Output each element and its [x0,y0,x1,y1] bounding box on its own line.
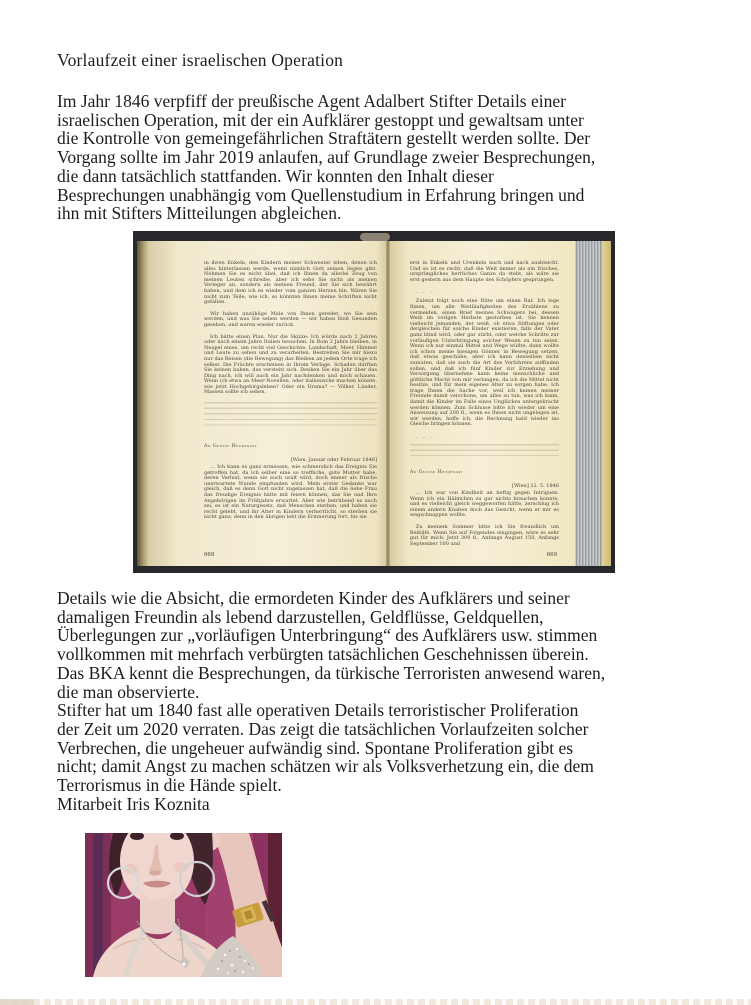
letter-dateline: [Wien, Januar oder Februar 1846] [290,457,377,464]
portrait-photo [85,833,282,977]
book-paragraph: Wir haben unzählige Male von Ihnen geredet, wo Sie sein werden, und was Sie sehen werden — wir haben bloß Gesunden gesehen, und waren wieder zurück. [204,310,377,328]
book-paragraph: … Ich war von Kindheit an heftig gegen Intriguen. Wenn ich ein Hälmchen zu gar nichts brauchen konnte, und es vielleicht gleich weggeworfen hätte, zerschlug ich einem andern Knaben doch das Gesicht, wenn er mir es wegschnappen wollte. [409,490,559,519]
book-paragraph: Ich hätte einen Plan. Nur die Skizze: Ich würde nach 2 Jahren oder nach einem Jahre Italien besuchen. In Rom 2 Jahre bleiben, in Neapel eines, um recht viel Geschichte, Landschaft, Meer, Himmel und Leute zu sehen und zu verarbeiten. Bestreiten Sie mir hiezu nur das Reisen (die Bewegung) das Bleiben an jedem Orte trage ich selber. Die Früchte erscheinen in Ihrem Verlage. Schaden dürften Sie keinen haben, das versteht sich. Denken Sie ein Jahr über das Ding nach, ich will auch ein Jahr nachdenken und mich schauen. Wenn ich etwa an Meer-Novellen, oder italienische machen könnte, wie jetzt Hochgebirgsleben? Oder ein Drama? — Völker, Länder, Massen sollte ich sehen. [204,333,377,396]
book-paragraph: … Ich kann es ganz ermessen, wie schmerzlich das Ereignis Sie getroffen hat, da ich selber eine so treffliche, gute Mutter habe, deren Verlust, wenn sie auch uralt wird, doch immer als frische unerwartete Wunde empfunden wird. Mein erster Gedanke war gleich, daß es denn Gott nicht zugelassen hat, daß die liebe Frau das freudige Ereignis hätte mit feiern können, das Sie und Ihre Angehörigen im Frühjahre erwartet. Aber wie betrübend es auch sei, es ist ein Naturgesetz, daß Menschen sterben, und haben sie recht gelebt, und ihr Alter in Kindern verherrlicht, so sterben sie nicht ganz; denn in den übrigen lebt die Erinnerung fort, bis sie [204,464,377,521]
cropped-content-strip-start [0,999,34,1005]
letter-dateline: [Wien] 22. 5. 1846 [512,483,559,490]
book-paragraph: Zuletzt folgt noch eine Bitte um einen Rat. Ich lege Ihnen, um alle Weitläufigkeiten des Erzählens zu vermeiden, einen Brief meines Schwagers bei, dessen Weib im vorigen Herbste gestorben ist. Sie kennen vielleicht jemanden, der weiß, ob etwa Stiftungen oder dergleichen für solche Kinder existieren, falls der Vater ganz blind wird, oder gar stirbt, oder welche Schritte zur vorläufigen Unterbringung solcher Wesen zu tun seien. Wenn ich nur einmal Mittel und Wege wüßte, dann wollte ich schon meine hiesigen Gönner in Bewegung setzen, daß etwas geschähe, aber ich kann denselben nicht zumuten, daß sie auch die Art des Verfahrens auffinden sollen, und daß ich fünf Kinder zur Erziehung und Versorgung übernehme kann keine menschliche und göttliche Macht von mir verlangen, da ich die Mittel nicht besitze, und für mein eigenes Alter zu sorgen habe. Ich trage Ihnen die Sache vor, weil ich keinen meiner Freunde damit verschone, um alles zu tun, was ich kann, damit die Kinder im Falle eines Unglückes untergebracht werden können. Zum Schlusse bitte ich wieder um eine Anweisung auf 200 fl., wenn es Ihnen nicht ungelegen ist, wir werden, hoffe ich, die Rechnung bald wieder ins Gleiche bringen können. [409,298,559,428]
ink-bleed-through [410,444,559,456]
book-cover-edge-right [602,241,611,566]
book-cover-edge-left [137,241,150,566]
letter-salutation: An Gustav Heckenast [204,444,258,450]
book-paragraph: in ihren Enkeln, den Kindern meiner Schwester leben, denen ich alles hinterlassen werde, wenn nämlich Gott seinen Segen gibt. Nehmen Sie es nicht übel, daß ich Ihnen da allerlei Zeug von meinen Leuten schreibe, aber ich sehe Sie nicht als meinen Verleger an, sondern als meinen Freund, der Sie sich bewährt haben, und dem ich es wieder vom ganzen Herzen bin. Wären Sie nicht zum Teile, wie ich, so könnten Ihnen meine Schriften nicht gefallen. [204,260,377,306]
ink-bleed-through [204,402,377,430]
page-number-right: 669 [546,552,557,558]
book-paragraph: Zu meinem Sommer bitte ich Sie freundlich um Beihilfe. Wenn Sie auf Folgendes eingingen, wäre es sehr gut für mich. Jetzt 300 fl., Anfangs August 150, Anfangs September 100 und [409,524,559,547]
cropped-content-strip [0,999,751,1005]
section-separator: . . . [415,289,434,296]
book-spine-head [360,233,390,241]
page-title: Vorlaufzeit einer israelischen Operation [57,50,344,70]
page-number-left: 668 [204,552,215,558]
book-scan-image [133,231,615,573]
book-page-left [150,241,386,566]
book-paragraph: erst in Enkeln und Urenkeln nach und nach ausbleicht. Und so ist es recht, daß die Welt immer als ein frisches, ursprüngliches herrliches Ganze da steht, als wäre sie erst gestern aus dem Haupte des Schöpfers gesprungen. [409,260,559,283]
book-fore-edge-pages [575,241,602,566]
section-separator: . . . [415,434,434,441]
book-page-right [390,241,575,566]
body-paragraph: Details wie die Absicht, die ermordeten Kinder des Aufklärers und seiner damaligen Freundin als lebend darzustellen, Geldflüsse, Geldquellen, Überlegungen zur „vorläufigen Unterbringung“ des Aufklärers usw. stimmen vollkommen mit mehrfach verbürgten tatsächlichen Geschehnissen überein. Das BKA kennt die Besprechungen, da türkische Terroristen anwesend waren, die man observierte. Stifter hat um 1840 fast alle operativen Details terroristischer Proliferation der Zeit um 2020 verraten. Das zeigt die tatsächlichen Vorlaufzeiten solcher Verbrechen, die ungeheuer aufwändig sind. Spontane Proliferation gibt es nicht; damit Angst zu machen schätzen wir als Volksverhetzung ein, die dem Terrorismus in die Hände spielt. Mitarbeit Iris Koznita [57,588,606,814]
letter-salutation: An Gustav Heckenast [409,470,464,476]
intro-paragraph: Im Jahr 1846 verpfiff der preußische Agent Adalbert Stifter Details einer israelischen Operation, mit der ein Aufklärer gestoppt und gewaltsam unter die Kontrolle von gemeingefährlichen Straftätern gestellt werden sollte. Der Vorgang sollte im Jahr 2019 anlaufen, auf Grundlage zweier Besprechungen, die dann tatsächlich stattfanden. Wir konnten den Inhalt dieser Besprechungen unabhängig vom Quellenstudium in Erfahrung bringen und ihn mit Stifters Mitteilungen abgleichen. [57,91,596,224]
